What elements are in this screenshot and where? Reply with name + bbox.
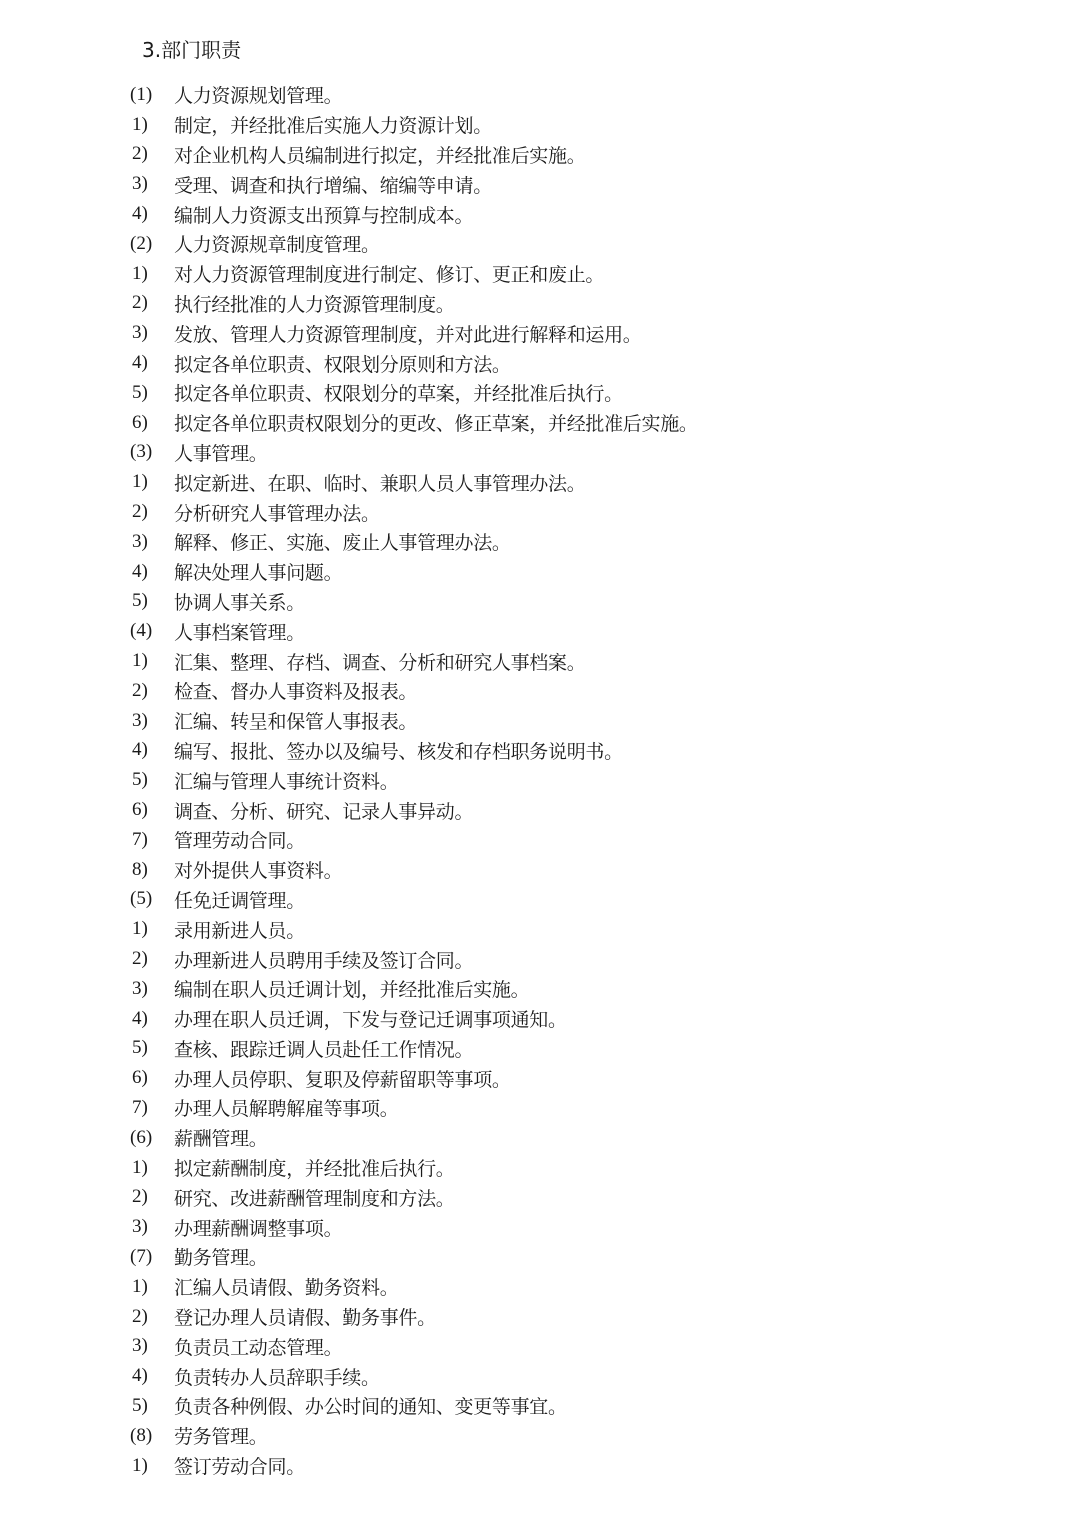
- item-text: 编制在职人员迁调计划，并经批准后实施。: [174, 979, 530, 1002]
- list-item: [130, 676, 1030, 706]
- item-number: 1): [132, 471, 148, 493]
- item-number: 1): [132, 1454, 148, 1476]
- list-item: [130, 855, 1030, 885]
- item-text: 查核、跟踪迁调人员赴任工作情况。: [174, 1038, 474, 1061]
- item-text: 研究、改进薪酬管理制度和方法。: [174, 1187, 455, 1210]
- list-item: [130, 736, 1030, 766]
- item-text: 办理人员停职、复职及停薪留职等事项。: [174, 1068, 511, 1091]
- item-number: 2): [132, 679, 148, 701]
- item-text: 负责各种例假、办公时间的通知、变更等事宜。: [174, 1396, 567, 1419]
- item-text: 制定，并经批准后实施人力资源计划。: [174, 115, 492, 138]
- list-item: [130, 706, 1030, 736]
- item-text: 发放、管理人力资源管理制度，并对此进行解释和运用。: [174, 323, 642, 346]
- item-text: 编制人力资源支出预算与控制成本。: [174, 204, 474, 227]
- item-text: 人力资源规划管理。: [174, 85, 343, 108]
- list-section-heading: [130, 885, 1030, 915]
- list-item: [130, 646, 1030, 676]
- item-number: 7): [132, 1096, 148, 1118]
- item-number: (6): [130, 1126, 153, 1148]
- list-item: [130, 914, 1030, 944]
- list-item: [130, 1451, 1030, 1481]
- list-section-heading: [130, 616, 1030, 646]
- item-number: 5): [132, 590, 148, 612]
- item-number: 4): [132, 1365, 148, 1387]
- list-item: [130, 1302, 1030, 1332]
- item-number: 1): [132, 262, 148, 284]
- item-text: 汇编人员请假、勤务资料。: [174, 1277, 399, 1300]
- list-section-heading: [130, 1123, 1030, 1153]
- list-section-heading: [130, 438, 1030, 468]
- item-text: 录用新进人员。: [174, 919, 305, 942]
- list-item: [130, 557, 1030, 587]
- item-text: 勤务管理。: [174, 1247, 268, 1270]
- list-item: [130, 1063, 1030, 1093]
- list-item: [130, 825, 1030, 855]
- list-item: [130, 348, 1030, 378]
- item-number: (7): [130, 1245, 153, 1267]
- item-number: (5): [130, 888, 153, 910]
- list-item: [130, 1034, 1030, 1064]
- item-number: 6): [132, 1067, 148, 1089]
- item-text: 拟定新进、在职、临时、兼职人员人事管理办法。: [174, 472, 586, 495]
- list-item: [130, 527, 1030, 557]
- list-item: [130, 289, 1030, 319]
- item-text: 对企业机构人员编制进行拟定，并经批准后实施。: [174, 144, 586, 167]
- list-item: [130, 974, 1030, 1004]
- item-number: (2): [130, 232, 153, 254]
- item-number: 4): [132, 739, 148, 761]
- item-number: 4): [132, 1007, 148, 1029]
- item-number: 2): [132, 143, 148, 165]
- list-item: [130, 408, 1030, 438]
- item-number: 3): [132, 530, 148, 552]
- item-text: 协调人事关系。: [174, 591, 305, 614]
- item-text: 解决处理人事问题。: [174, 562, 343, 585]
- list-item: [130, 259, 1030, 289]
- item-number: 4): [132, 560, 148, 582]
- item-text: 劳务管理。: [174, 1426, 268, 1449]
- item-text: 分析研究人事管理办法。: [174, 502, 380, 525]
- item-number: 4): [132, 203, 148, 225]
- list-item: [130, 1182, 1030, 1212]
- item-text: 办理新进人员聘用手续及签订合同。: [174, 949, 474, 972]
- item-text: 拟定各单位职责权限划分的更改、修正草案，并经批准后实施。: [174, 413, 698, 436]
- item-number: 1): [132, 113, 148, 135]
- item-text: 薪酬管理。: [174, 1128, 268, 1151]
- item-text: 汇集、整理、存档、调查、分析和研究人事档案。: [174, 651, 586, 674]
- item-number: 6): [132, 799, 148, 821]
- item-number: 3): [132, 1216, 148, 1238]
- list-section-heading: [130, 229, 1030, 259]
- item-text: 对人力资源管理制度进行制定、修订、更正和废止。: [174, 264, 605, 287]
- item-text: 人事档案管理。: [174, 621, 305, 644]
- list-section-heading: [130, 1242, 1030, 1272]
- item-text: 汇编与管理人事统计资料。: [174, 770, 399, 793]
- item-number: 3): [132, 1335, 148, 1357]
- item-text: 签订劳动合同。: [174, 1456, 305, 1479]
- list-item: [130, 1153, 1030, 1183]
- item-text: 负责转办人员辞职手续。: [174, 1366, 380, 1389]
- list-item: [130, 497, 1030, 527]
- list-item: [130, 378, 1030, 408]
- list-item: [130, 140, 1030, 170]
- list-item: [130, 1212, 1030, 1242]
- list-item: [130, 1272, 1030, 1302]
- list-item: [130, 169, 1030, 199]
- item-number: 2): [132, 948, 148, 969]
- item-number: 7): [132, 828, 148, 850]
- item-number: 5): [132, 1394, 148, 1416]
- section-title: 3.部门职责: [142, 38, 242, 62]
- item-text: 解释、修正、实施、废止人事管理办法。: [174, 532, 511, 555]
- list-section-heading: [130, 1421, 1030, 1451]
- item-text: 对外提供人事资料。: [174, 860, 343, 883]
- item-number: 3): [132, 709, 148, 731]
- list-item: [130, 1004, 1030, 1034]
- list-item: [130, 1361, 1030, 1391]
- item-text: 编写、报批、签办以及编号、核发和存档职务说明书。: [174, 740, 623, 763]
- item-text: 拟定各单位职责、权限划分原则和方法。: [174, 353, 511, 376]
- item-text: 办理薪酬调整事项。: [174, 1217, 343, 1240]
- item-text: 汇编、转呈和保管人事报表。: [174, 711, 418, 734]
- item-number: (8): [130, 1424, 153, 1446]
- item-text: 办理在职人员迁调，下发与登记迁调事项通知。: [174, 1009, 567, 1032]
- item-number: 4): [132, 352, 148, 374]
- item-text: 任免迁调管理。: [174, 889, 305, 912]
- item-text: 登记办理人员请假、勤务事件。: [174, 1307, 436, 1330]
- item-number: 8): [132, 858, 148, 880]
- item-number: (4): [130, 620, 153, 642]
- list-item: [130, 1093, 1030, 1123]
- item-text: 人事管理。: [174, 442, 268, 465]
- item-number: 3): [132, 322, 148, 344]
- list-item: [130, 765, 1030, 795]
- item-text: 办理人员解聘解雇等事项。: [174, 1098, 399, 1121]
- item-text: 拟定各单位职责、权限划分的草案，并经批准后执行。: [174, 383, 623, 406]
- list-item: [130, 1331, 1030, 1361]
- item-text: 负责员工动态管理。: [174, 1336, 343, 1359]
- list-item: [130, 199, 1030, 229]
- list-item: [130, 318, 1030, 348]
- item-number: 5): [132, 769, 148, 791]
- list-item: [130, 1391, 1030, 1421]
- list-section-heading: [130, 80, 1030, 110]
- list-item: [130, 587, 1030, 617]
- duty-list: [130, 80, 1030, 1480]
- item-number: 2): [132, 501, 148, 523]
- list-item: [130, 110, 1030, 140]
- item-text: 检查、督办人事资料及报表。: [174, 681, 418, 704]
- item-text: 拟定薪酬制度，并经批准后执行。: [174, 1158, 455, 1181]
- item-number: 1): [132, 1275, 148, 1297]
- item-number: 2): [132, 292, 148, 314]
- item-number: 6): [132, 411, 148, 433]
- item-number: 5): [132, 381, 148, 403]
- item-text: 受理、调查和执行增编、缩编等申请。: [174, 174, 492, 197]
- item-number: 3): [132, 977, 148, 999]
- item-number: 1): [132, 918, 148, 940]
- list-item: [130, 795, 1030, 825]
- item-text: 人力资源规章制度管理。: [174, 234, 380, 257]
- item-number: (3): [130, 441, 153, 463]
- item-number: 1): [132, 650, 148, 672]
- item-text: 管理劳动合同。: [174, 830, 305, 853]
- item-number: (1): [130, 83, 153, 105]
- item-number: 1): [132, 1156, 148, 1178]
- item-text: 执行经批准的人力资源管理制度。: [174, 293, 455, 316]
- item-number: 5): [132, 1037, 148, 1059]
- list-item: [130, 467, 1030, 497]
- list-item: [130, 944, 1030, 974]
- item-number: 3): [132, 173, 148, 195]
- item-number: 2): [132, 1305, 148, 1327]
- item-text: 调查、分析、研究、记录人事异动。: [174, 800, 474, 823]
- item-number: 2): [132, 1186, 148, 1208]
